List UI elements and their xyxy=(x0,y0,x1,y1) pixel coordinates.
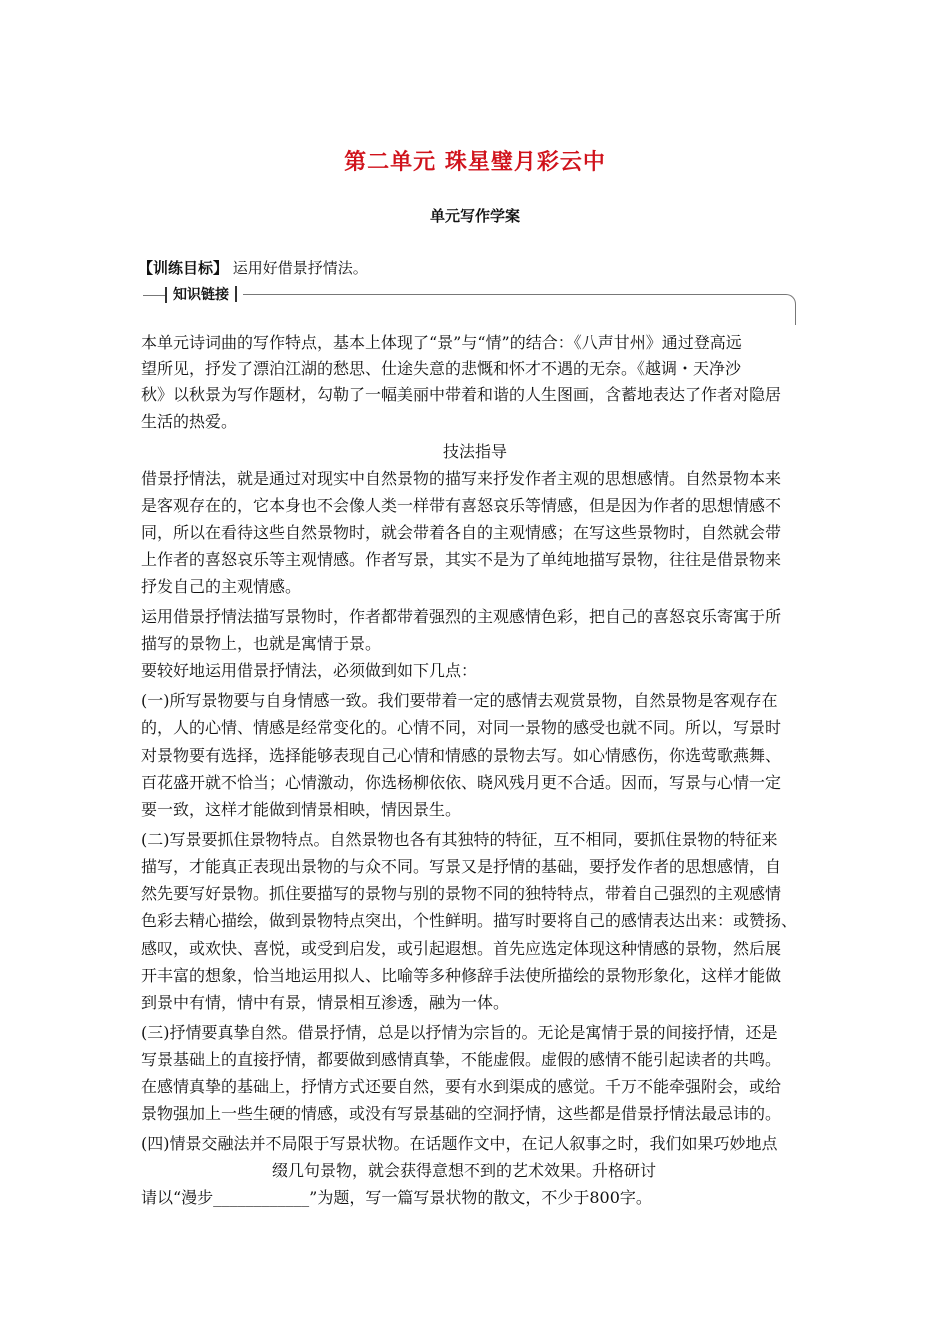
body-line: 对景物要有选择，选择能够表现自己心情和情感的景物去写。如心情感伤，你选莺歌燕舞、 xyxy=(141,746,782,765)
page-subtitle: 单元写作学案 xyxy=(429,207,520,225)
body-line: 同，所以在看待这些自然景物时，就会带着各自的主观情感；在写这些景物时，自然就会带 xyxy=(141,523,782,542)
body-line: 是客观存在的，它本身也不会像人类一样带有喜怒哀乐等情感，但是因为作者的思想情感不 xyxy=(141,496,782,515)
body-line: (一)所写景物要与自身情感一致。我们要带着一定的感情去观赏景物，自然景物是客观存在 xyxy=(141,691,778,710)
tag-end-bar xyxy=(235,286,237,302)
body-line: 借景抒情法，就是通过对现实中自然景物的描写来抒发作者主观的思想感情。自然景物本来 xyxy=(141,469,782,488)
knowledge-link-tag xyxy=(167,284,243,304)
intro-line: 本单元诗词曲的写作特点，基本上体现了“景”与“情”的结合：《八声甘州》通过登高远 xyxy=(141,333,742,352)
training-goal xyxy=(138,257,368,278)
knowledge-link-label: 知识链接 xyxy=(173,287,229,303)
body-line: 在感情真挚的基础上，抒情方式还要自然，要有水到渠成的感觉。千万不能牵强附会，或给 xyxy=(141,1077,782,1096)
body-line: 到景中有情，情中有景，情景相互渗透，融为一体。 xyxy=(141,993,510,1012)
body-line: 描写，才能真正表现出景物的与众不同。写景又是抒情的基础，要抒发作者的思想感情，自 xyxy=(141,857,782,876)
body-line: (二)写景要抓住景物特点。自然景物也各有其独特的特征，互不相同，要抓住景物的特征来 xyxy=(141,830,778,849)
body-line: 景物强加上一些生硬的情感，或没有写景基础的空洞抒情，这些都是借景抒情法最忌讳的。 xyxy=(141,1104,782,1123)
technique-heading: 技法指导 xyxy=(442,442,507,461)
body-line-continuation: 缀几句景物，就会获得意想不到的艺术效果。升格研讨 xyxy=(272,1161,657,1180)
body-line: 写景基础上的直接抒情，都要做到感情真挚，不能虚假。虚假的感情不能引起读者的共鸣。 xyxy=(141,1050,782,1069)
page-title: 第二单元 珠星璧月彩云中 xyxy=(344,150,606,175)
body-line: 感叹，或欢快、喜悦，或受到启发，或引起遐想。首先应选定体现这种情感的景物，然后展 xyxy=(141,939,782,958)
knowledge-link-frame xyxy=(143,287,796,325)
body-line: 要一致，这样才能做到情景相映，情因景生。 xyxy=(141,800,462,819)
body-line: (三)抒情要真挚自然。借景抒情，总是以抒情为宗旨的。无论是寓情于景的间接抒情，还是 xyxy=(141,1023,778,1042)
body-line: 描写的景物上，也就是寓情于景。 xyxy=(141,634,382,653)
body-line: 然先要写好景物。抓住要描写的景物与别的景物不同的独特特点，带着自己强烈的主观感情 xyxy=(141,884,782,903)
body-line: 开丰富的想象，恰当地运用拟人、比喻等多种修辞手法使所描绘的景物形象化，这样才能做 xyxy=(141,966,782,985)
training-goal-text: 运用好借景抒情法。 xyxy=(232,259,368,277)
body-line: 色彩去精心描绘，做到景物特点突出，个性鲜明。描写时要将自己的感情表达出来：或赞扬、 xyxy=(141,911,798,930)
intro-line: 生活的热爱。 xyxy=(141,412,238,431)
assignment-line: 请以“漫步____________”为题，写一篇写景状物的散文，不少于800字。 xyxy=(141,1188,652,1207)
body-line: (四)情景交融法并不局限于写景状物。在话题作文中，在记人叙事之时，我们如果巧妙地点 xyxy=(141,1134,778,1153)
intro-line: 秋》以秋景为写作题材，勾勒了一幅美丽中带着和谐的人生图画，含蓄地表达了作者对隐居 xyxy=(141,385,782,404)
body-line: 的，人的心情、情感是经常变化的。心情不同，对同一景物的感受也就不同。所以，写景时 xyxy=(141,718,782,737)
body-line: 上作者的喜怒哀乐等主观情感。作者写景，其实不是为了单纯地描写景物，往往是借景物来 xyxy=(141,550,782,569)
frame-left-bar xyxy=(143,287,167,303)
body-line: 抒发自己的主观情感。 xyxy=(141,577,302,596)
body-line: 要较好地运用借景抒情法，必须做到如下几点： xyxy=(141,661,478,680)
body-line: 百花盛开就不恰当；心情激动，你选杨柳依依、晓风残月更不合适。因而，写景与心情一定 xyxy=(141,773,782,792)
intro-line: 望所见，抒发了漂泊江湖的愁思、仕途失意的悲慨和怀才不遇的无奈。《越调・天净沙 xyxy=(141,359,742,378)
training-goal-label: 【训练目标】 xyxy=(138,259,229,277)
body-line: 运用借景抒情法描写景物时，作者都带着强烈的主观感情色彩，把自己的喜怒哀乐寄寓于所 xyxy=(141,607,782,626)
